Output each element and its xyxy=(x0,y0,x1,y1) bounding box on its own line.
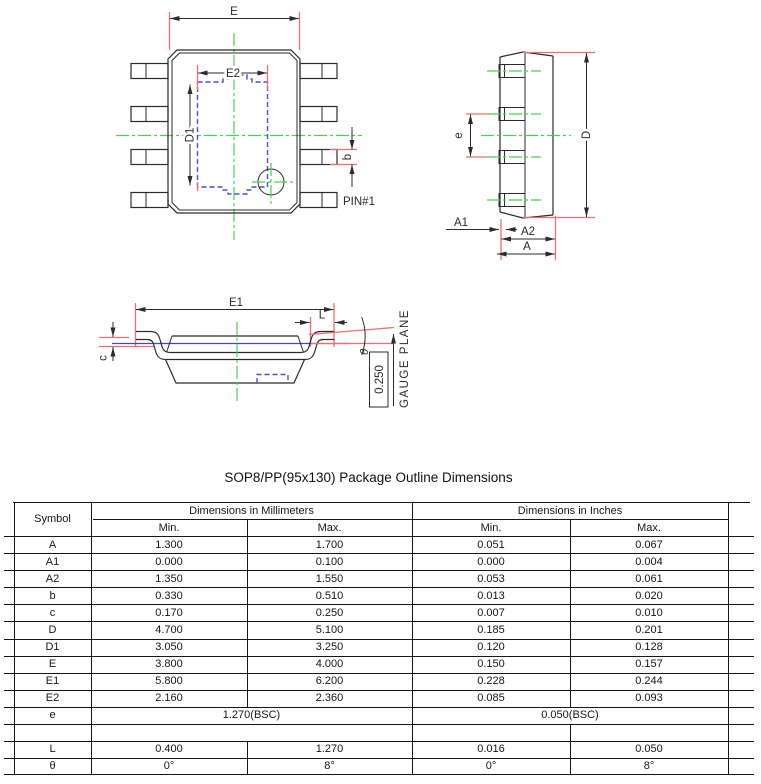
pin xyxy=(300,107,337,122)
cell-mm-min: 3.050 xyxy=(155,641,183,654)
header-inch: Dimensions in Inches xyxy=(517,504,623,517)
top-view xyxy=(116,6,375,240)
row-symbol: E xyxy=(48,658,57,671)
row-symbol: L xyxy=(49,743,56,756)
cell-in-min: 0.007 xyxy=(477,606,505,619)
cell-mm-min: 0° xyxy=(163,760,175,773)
row-symbol: θ xyxy=(49,760,56,773)
dim-label-theta: θ xyxy=(359,348,371,355)
cell-mm-max: 0.100 xyxy=(315,555,344,568)
cell-mm-max: 1.270 xyxy=(315,743,344,756)
row-symbol: b xyxy=(49,589,56,602)
cell-mm-max: 4.000 xyxy=(315,658,344,671)
pin xyxy=(131,193,168,208)
row-symbol: A xyxy=(48,538,57,551)
dim-A xyxy=(497,241,555,254)
dim-label-e: e xyxy=(453,132,465,139)
front-view xyxy=(98,297,412,408)
cell-in-max: 0.004 xyxy=(635,555,663,568)
cell-mm-max: 8° xyxy=(324,760,335,773)
dim-label-D: D xyxy=(581,130,593,140)
cell-in-min: 0.016 xyxy=(477,743,505,756)
cell-mm-min: 0.000 xyxy=(155,555,183,568)
dim-c xyxy=(98,322,155,361)
page-title: SOP8/PP(95x130) Package Outline Dimensions xyxy=(224,470,513,485)
cell-in-min: 0.085 xyxy=(477,692,505,705)
dim-label-c: c xyxy=(97,355,110,361)
package-body-front xyxy=(136,332,335,384)
pin xyxy=(300,150,337,165)
dim-label-A2: A2 xyxy=(520,226,536,238)
dim-theta-gauge xyxy=(309,309,411,408)
cell-mm-min: 2.160 xyxy=(155,692,183,705)
cell-mm-min: 3.800 xyxy=(155,658,183,671)
cell-in-min: 0° xyxy=(485,760,497,773)
cell-mm-max: 1.700 xyxy=(315,538,344,551)
cell-mm-min: 0.400 xyxy=(155,743,183,756)
cell-in-max: 0.067 xyxy=(635,538,663,551)
cell-in-max: 8° xyxy=(643,760,655,773)
header-in-min: Min. xyxy=(480,521,502,534)
cell-mm-max: 3.250 xyxy=(315,641,344,654)
gauge-plane-label: GAUGE PLANE xyxy=(399,309,411,408)
pad-mark-front xyxy=(257,375,288,384)
cell-mm-min: 0.330 xyxy=(155,589,183,602)
row-symbol: c xyxy=(49,606,56,619)
dim-label-A1: A1 xyxy=(453,217,469,229)
dim-L xyxy=(295,310,347,348)
cell-in-max: 0.201 xyxy=(635,623,663,636)
pin xyxy=(300,193,337,208)
cell-mm-min: 1.350 xyxy=(155,572,183,585)
cell-in-min: 0.120 xyxy=(477,641,505,654)
cell-mm-min: 1.300 xyxy=(155,538,183,551)
cell-in-max: 0.093 xyxy=(635,692,663,705)
cell-mm-min: 0.170 xyxy=(155,606,183,619)
pin xyxy=(131,107,168,122)
header-mm: Dimensions in Millimeters xyxy=(189,504,314,517)
cell-in-max: 0.010 xyxy=(635,606,663,619)
row-symbol: A1 xyxy=(45,555,60,568)
dim-A2 xyxy=(501,216,556,260)
dim-label-E: E xyxy=(230,6,238,18)
header-in-max: Max. xyxy=(637,521,661,534)
cell-mm-max: 1.550 xyxy=(315,572,344,585)
cell-in-min: 0.185 xyxy=(477,623,505,636)
pin xyxy=(131,64,168,79)
header-mm-max: Max. xyxy=(317,521,342,534)
cell-in-max: 0.050 xyxy=(635,743,663,756)
cell-in-min: 0.150 xyxy=(477,658,505,671)
cell-in-max: 0.020 xyxy=(635,589,663,602)
table-grid xyxy=(14,502,728,775)
header-mm-min: Min. xyxy=(158,521,180,534)
cell-in-min: 0.051 xyxy=(477,538,505,551)
gauge-value: 0.250 xyxy=(374,365,386,394)
dim-label-E1: E1 xyxy=(228,297,244,309)
dim-label-b: b xyxy=(342,153,354,161)
cell-in-min: 0.013 xyxy=(477,589,505,602)
row-symbol: E2 xyxy=(45,692,60,705)
cell-mm-max: 0.250 xyxy=(315,606,344,619)
cell-mm-max: 0.510 xyxy=(315,589,344,602)
dim-E2 xyxy=(198,65,268,90)
cell-mm-max: 6.200 xyxy=(315,675,344,688)
side-view xyxy=(446,52,595,260)
cell-in-min: 0.053 xyxy=(477,572,505,585)
pin xyxy=(131,150,168,165)
row-symbol: D xyxy=(48,623,57,636)
cell-in-min: 0.228 xyxy=(477,675,505,688)
pin xyxy=(300,64,337,79)
cell-in-span: 0.050(BSC) xyxy=(541,709,599,722)
row-symbol: E1 xyxy=(45,675,60,688)
pin1-indicator xyxy=(252,163,293,204)
cell-in-max: 0.157 xyxy=(635,658,663,671)
cell-mm-max: 2.360 xyxy=(315,692,344,705)
dimensions-table xyxy=(0,502,761,777)
dim-label-L: L xyxy=(318,309,326,322)
exposed-pad-outline xyxy=(198,75,268,194)
cell-in-max: 0.244 xyxy=(635,675,663,688)
cell-in-min: 0.000 xyxy=(477,555,505,568)
cell-mm-min: 4.700 xyxy=(155,623,183,636)
header-symbol: Symbol xyxy=(34,513,71,526)
dim-A1 xyxy=(446,217,517,230)
dim-label-A: A xyxy=(523,241,531,253)
cell-in-max: 0.061 xyxy=(635,572,663,585)
dim-label-D1: D1 xyxy=(184,127,197,143)
row-symbol: e xyxy=(49,709,56,722)
row-symbol: D1 xyxy=(45,641,60,654)
row-symbol: A2 xyxy=(45,572,60,585)
cell-in-max: 0.128 xyxy=(635,641,663,654)
cell-mm-span: 1.270(BSC) xyxy=(222,709,281,722)
cell-mm-max: 5.100 xyxy=(315,623,344,636)
cell-mm-min: 5.800 xyxy=(155,675,183,688)
dim-label-E2: E2 xyxy=(225,68,241,80)
dim-D1 xyxy=(185,85,198,192)
pin1-label: PIN#1 xyxy=(343,196,375,208)
side-centerlines xyxy=(481,71,571,200)
